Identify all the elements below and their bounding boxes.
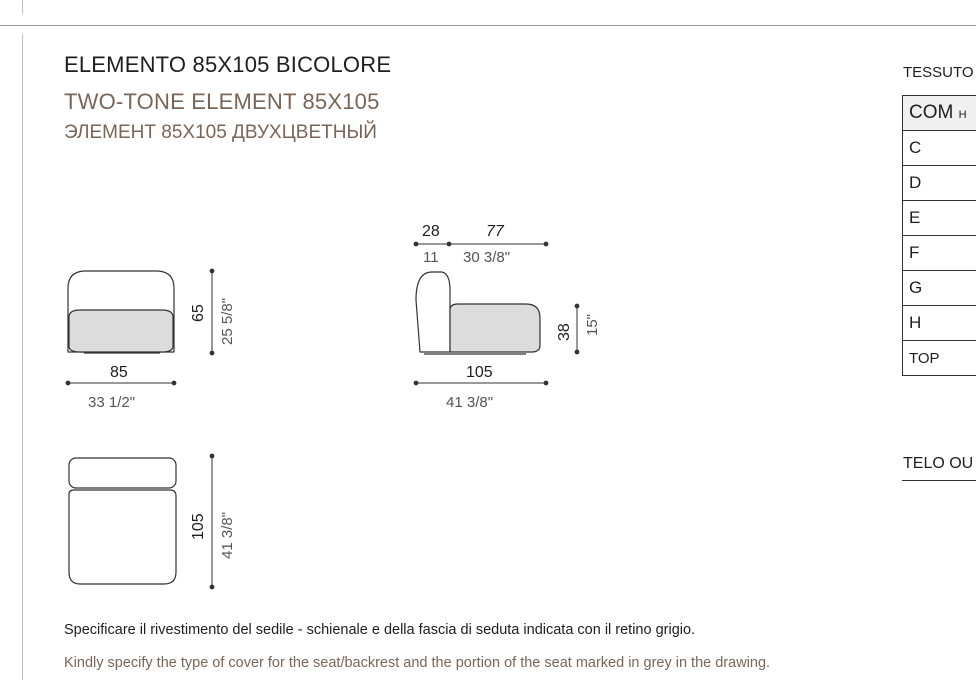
fabric-grade: D <box>903 166 976 201</box>
front-view-drawing <box>66 269 214 385</box>
fabric-grade-row <box>903 271 976 306</box>
outdoor-fabric-label: TELO OU <box>903 455 974 472</box>
side-back-depth-in: 11 <box>423 249 439 266</box>
fabric-grade-top: TOP <box>903 341 976 376</box>
fabric-grade: H <box>903 306 976 341</box>
description-italian: Specificare il rivestimento del sedile - schienale e della fascia di seduta indicata con il retino grigio. <box>64 622 696 638</box>
side-seat-height-in: 15" <box>584 313 601 336</box>
side-seat-depth-cm: 77 <box>486 223 504 240</box>
outdoor-fabric-rule <box>902 480 976 481</box>
fabric-grade-row <box>903 201 976 236</box>
fabric-grade-row <box>903 306 976 341</box>
fabric-grade-header-row <box>903 96 976 131</box>
fabric-grade-row <box>903 341 976 376</box>
fabric-grade-row <box>903 131 976 166</box>
fabric-grade-row <box>903 236 976 271</box>
title-russian: ЭЛЕМЕНТ 85X105 ДВУХЦВЕТНЫЙ <box>64 122 377 143</box>
top-depth-in: 41 3/8" <box>219 511 236 559</box>
fabric-grade-table <box>902 95 976 376</box>
fabric-grade: E <box>903 201 976 236</box>
side-seat-height-cm: 38 <box>556 323 573 341</box>
front-width-cm: 85 <box>110 364 128 381</box>
top-depth-cm: 105 <box>190 513 207 540</box>
fabric-grade: G <box>903 271 976 306</box>
side-back-depth-cm: 28 <box>422 223 440 240</box>
front-height-in: 25 5/8" <box>219 297 236 345</box>
side-depth-in: 41 3/8" <box>446 394 494 411</box>
fabric-grade: F <box>903 236 976 271</box>
front-width-in: 33 1/2" <box>88 394 136 411</box>
fabric-grade-row <box>903 166 976 201</box>
fabric-label: TESSUTO <box>903 64 974 81</box>
description-english: Kindly specify the type of cover for the seat/backrest and the portion of the seat marked in grey in the drawing. <box>64 655 771 671</box>
side-depth-cm: 105 <box>466 364 493 381</box>
front-height-cm: 65 <box>190 304 207 322</box>
title-italian: ELEMENTO 85X105 BICOLORE <box>64 52 392 77</box>
title-english: TWO-TONE ELEMENT 85X105 <box>64 89 380 114</box>
fabric-grade-header: COM H <box>903 96 976 131</box>
side-seat-depth-in: 30 3/8" <box>463 249 511 266</box>
fabric-grade: C <box>903 131 976 166</box>
